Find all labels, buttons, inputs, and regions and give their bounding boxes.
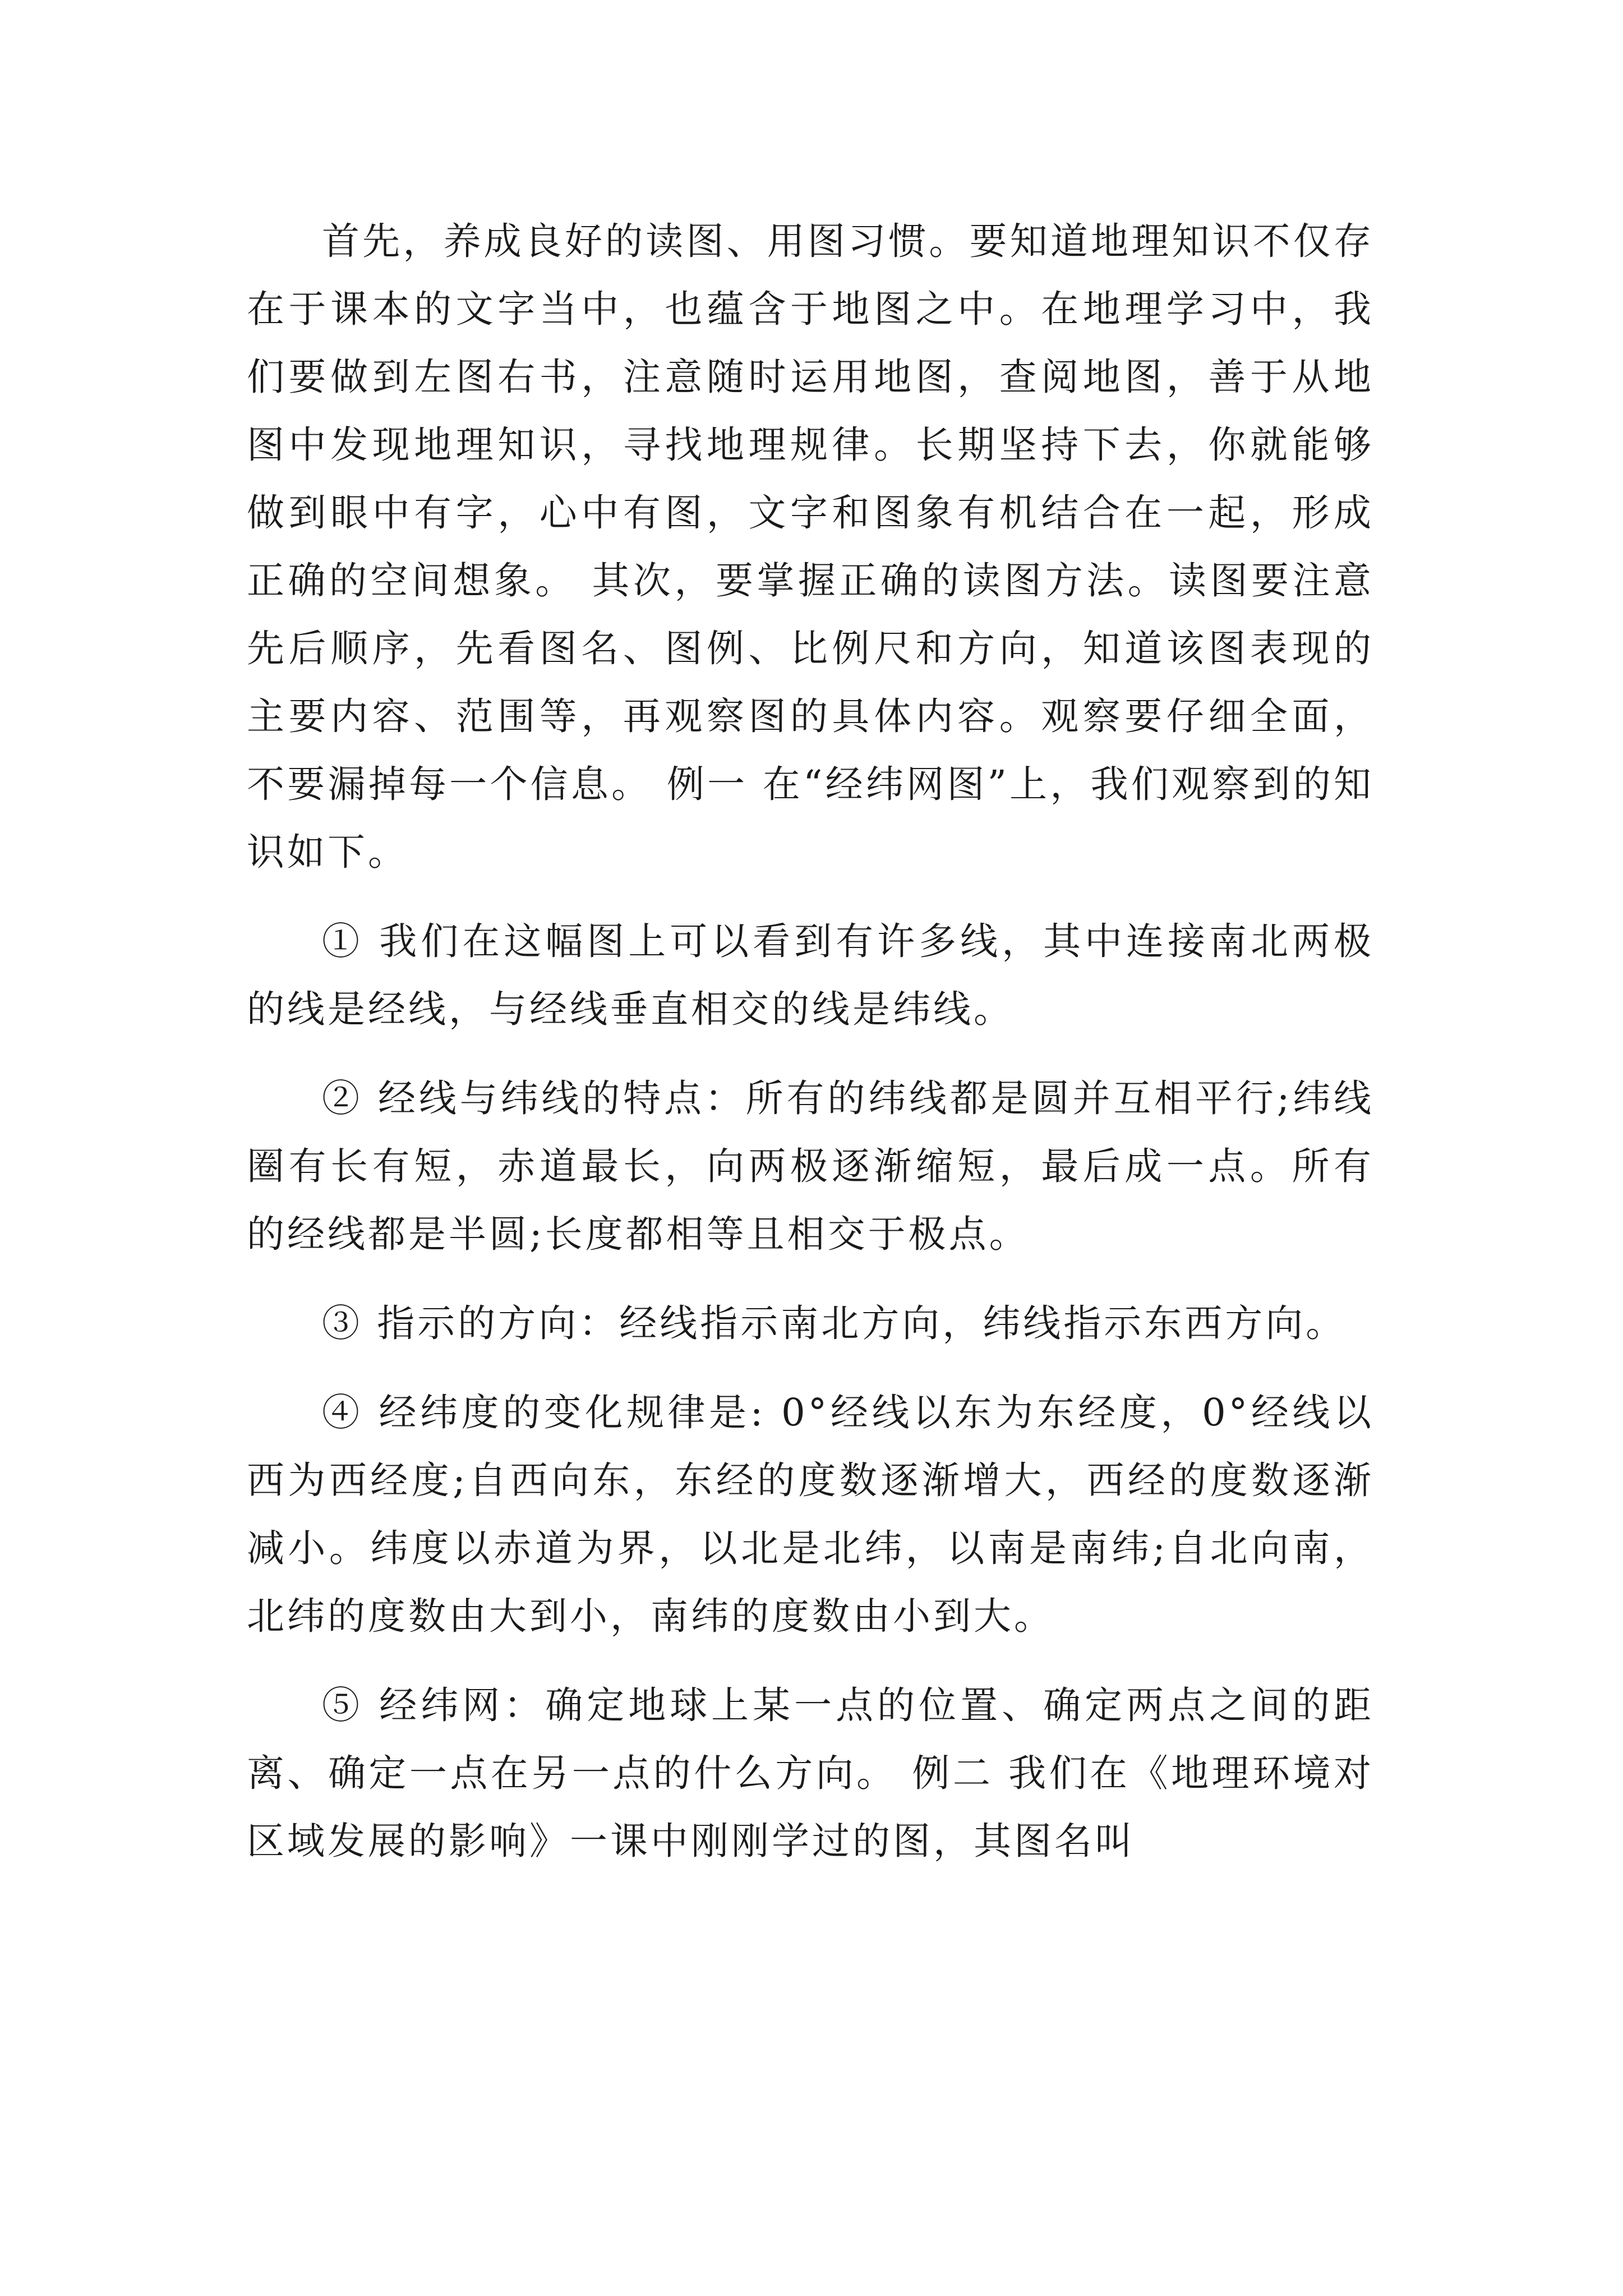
paragraph-reading-habits: 首先，养成良好的读图、用图习惯。要知道地理知识不仅存在于课本的文字当中，也蕴含于地图之中。在地理学习中，我们要做到左图右书，注意随时运用地图，查阅地图，善于从地图中发现地理知识，寻找地理规律。长期坚持下去，你就能够做到眼中有字，心中有图，文字和图象有机结合在一起，形成正确的空间想象。 其次，要掌握正确的读图方法。读图要注意先后顺序，先看图名、图例、比例尺和方向，知道该图表现的主要内容、范围等，再观察图的具体内容。观察要仔细全面，不要漏掉每一个信息。 例一 在“经纬网图”上，我们观察到的知识如下。 xyxy=(247,219,1374,874)
body-text xyxy=(247,208,1374,1875)
paragraph-point-1: ① 我们在这幅图上可以看到有许多线，其中连接南北两极的线是经线，与经线垂直相交的线是纬线。 xyxy=(247,919,1374,1031)
paragraph-point-4: ④ 经纬度的变化规律是: 0°经线以东为东经度，0°经线以西为西经度;自西向东，东经的度数逐渐增大，西经的度数逐渐减小。纬度以赤道为界，以北是北纬，以南是南纬;自北向南，北纬的度数由大到小，南纬的度数由小到大。 xyxy=(247,1391,1374,1638)
paragraph-point-5: ⑤ 经纬网：确定地球上某一点的位置、确定两点之间的距离、确定一点在另一点的什么方向。 例二 我们在《地理环境对区域发展的影响》一课中刚刚学过的图，其图名叫 xyxy=(247,1683,1374,1863)
paragraph-point-3: ③ 指示的方向：经线指示南北方向，纬线指示东西方向。 xyxy=(322,1301,1347,1345)
paragraph-point-2: ② 经线与纬线的特点：所有的纬线都是圆并互相平行;纬线圈有长有短，赤道最长，向两极逐渐缩短，最后成一点。所有的经线都是半圆;长度都相等且相交于极点。 xyxy=(247,1076,1374,1256)
